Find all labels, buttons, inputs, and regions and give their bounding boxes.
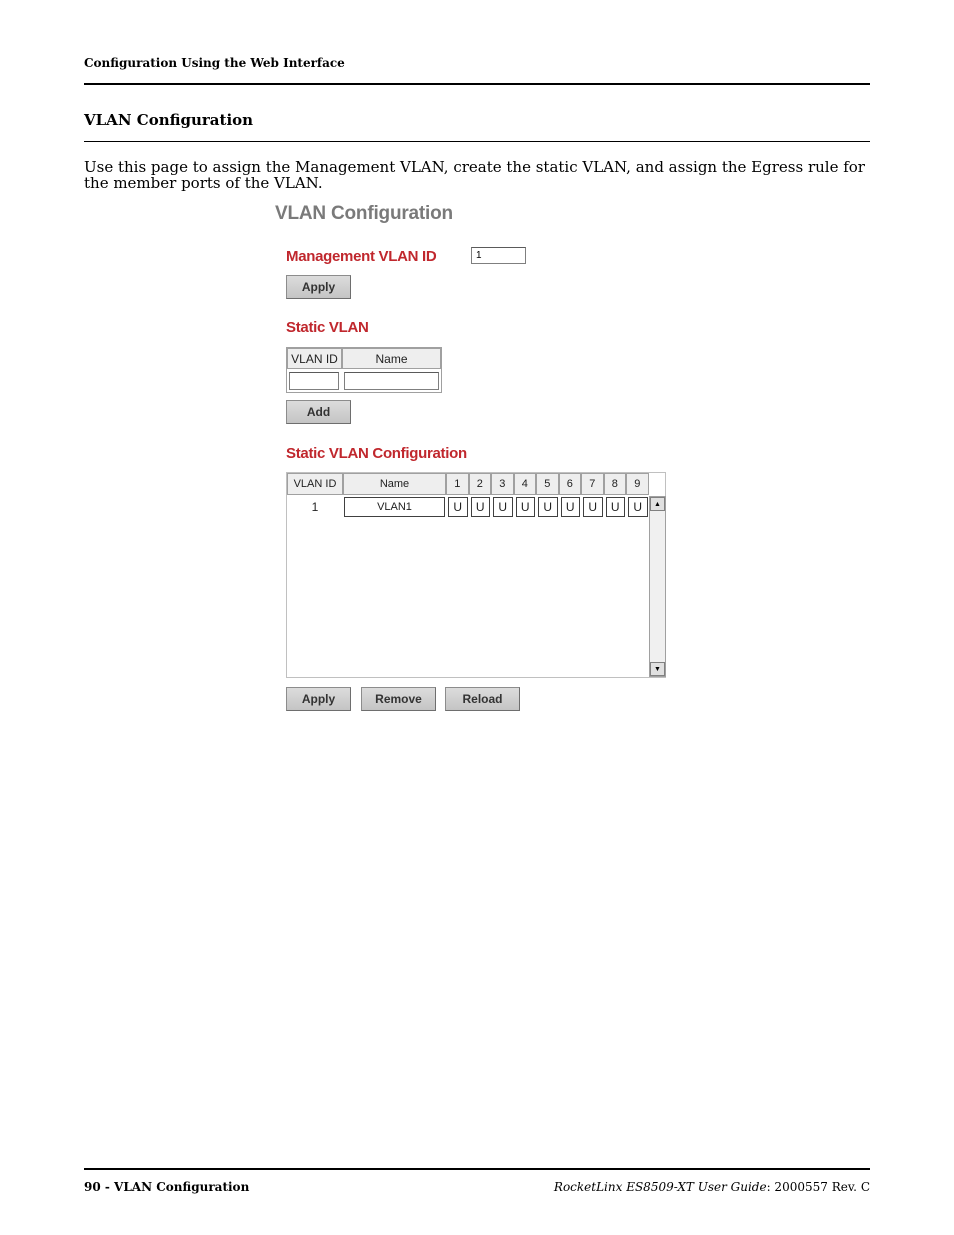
footer-guide-title: RocketLinx ES8509-XT User Guide <box>553 1180 767 1194</box>
config-row-name-input[interactable]: VLAN1 <box>344 497 445 517</box>
scroll-up-icon[interactable]: ▲ <box>650 497 665 511</box>
footer-rule <box>84 1168 870 1170</box>
config-header-port-9: 9 <box>626 473 649 495</box>
config-reload-button[interactable]: Reload <box>445 687 520 711</box>
config-header-port-6: 6 <box>559 473 582 495</box>
config-row-vlan-id: 1 <box>287 497 343 517</box>
config-header-vlan-id: VLAN ID <box>287 473 343 495</box>
config-header-port-3: 3 <box>491 473 514 495</box>
scroll-down-icon[interactable]: ▼ <box>650 662 665 676</box>
section-rule <box>84 141 870 142</box>
section-title: VLAN Configuration <box>84 111 254 129</box>
config-header-port-2: 2 <box>469 473 492 495</box>
port-1-egress-select[interactable]: U <box>448 497 468 517</box>
port-4-egress-select[interactable]: U <box>516 497 536 517</box>
port-8-egress-select[interactable]: U <box>606 497 626 517</box>
footer-doc-ref <box>554 1180 870 1194</box>
ui-page-title: VLAN Configuration <box>275 203 453 224</box>
static-vlan-label: Static VLAN <box>286 319 369 336</box>
footer-doc-number: : 2000557 Rev. C <box>766 1180 870 1194</box>
port-7-egress-select[interactable]: U <box>583 497 603 517</box>
running-header: Configuration Using the Web Interface <box>84 56 345 70</box>
static-vlan-config-label: Static VLAN Configuration <box>286 445 467 462</box>
intro-paragraph: Use this page to assign the Management VLAN, create the static VLAN, and assign the Egress rule for the member ports of the VLAN. <box>84 158 865 192</box>
port-9-egress-select[interactable]: U <box>628 497 648 517</box>
config-header-name: Name <box>343 473 446 495</box>
port-6-egress-select[interactable]: U <box>561 497 581 517</box>
management-apply-button[interactable]: Apply <box>286 275 351 299</box>
port-3-egress-select[interactable]: U <box>493 497 513 517</box>
static-vlan-header-vlan-id: VLAN ID <box>287 348 342 369</box>
config-header-port-1: 1 <box>446 473 469 495</box>
header-rule <box>84 83 870 85</box>
config-header-port-7: 7 <box>581 473 604 495</box>
static-vlan-id-input[interactable] <box>289 372 339 390</box>
port-5-egress-select[interactable]: U <box>538 497 558 517</box>
static-vlan-config-grid <box>286 472 666 678</box>
port-2-egress-select[interactable]: U <box>471 497 491 517</box>
config-grid-scrollbar[interactable] <box>649 496 666 677</box>
footer-page-label: 90 - VLAN Configuration <box>84 1180 250 1194</box>
management-vlan-label: Management VLAN ID <box>286 248 437 265</box>
static-vlan-name-input[interactable] <box>344 372 439 390</box>
config-remove-button[interactable]: Remove <box>361 687 436 711</box>
static-vlan-header-name: Name <box>342 348 441 369</box>
management-vlan-input[interactable] <box>471 247 526 264</box>
config-apply-button[interactable]: Apply <box>286 687 351 711</box>
static-vlan-table <box>286 347 442 393</box>
config-header-port-4: 4 <box>514 473 537 495</box>
config-header-port-8: 8 <box>604 473 627 495</box>
add-vlan-button[interactable]: Add <box>286 400 351 424</box>
config-header-port-5: 5 <box>536 473 559 495</box>
